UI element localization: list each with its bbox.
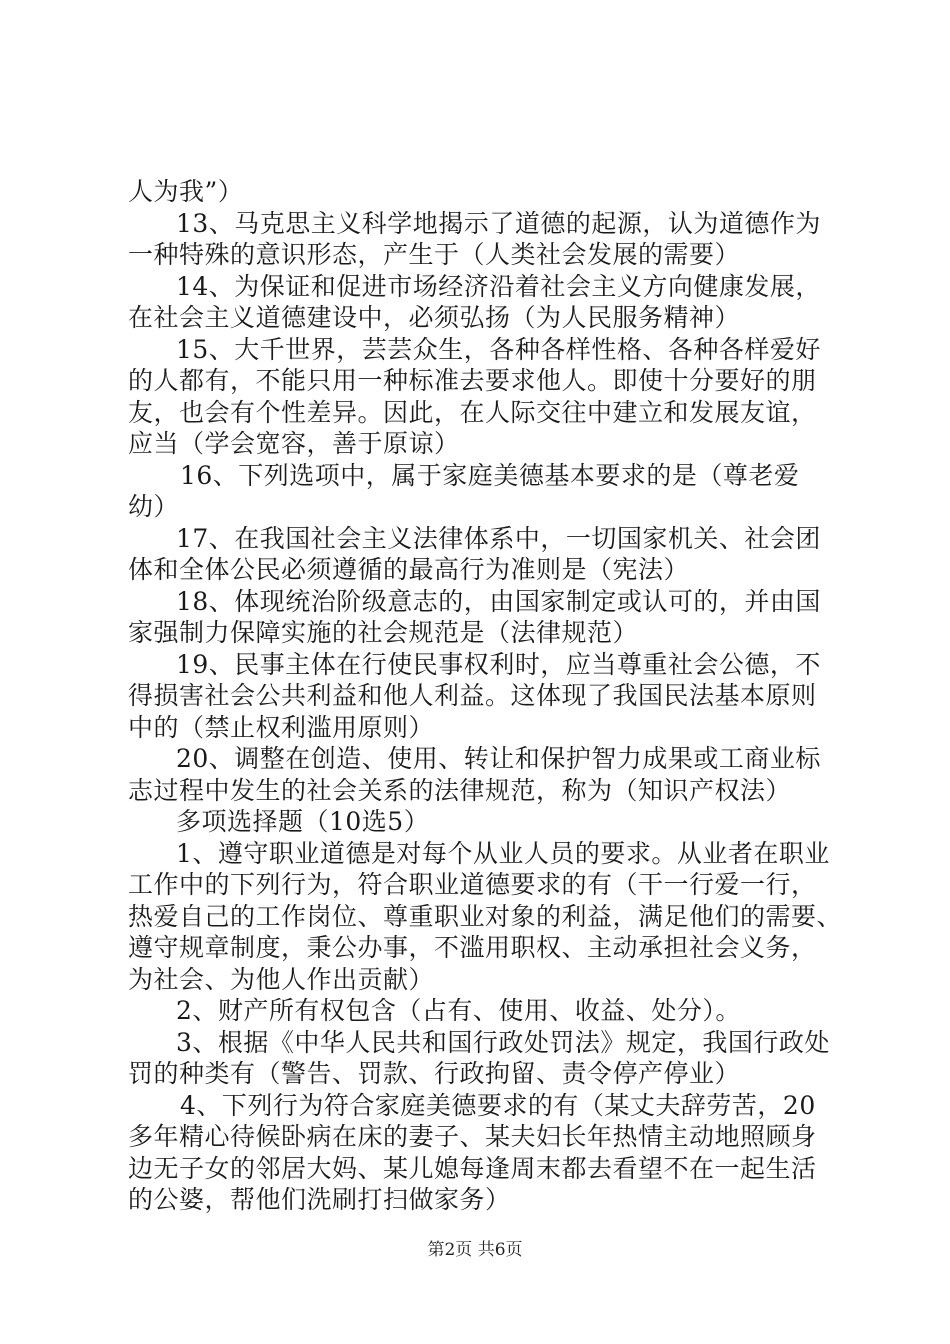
text-line: 中的（禁止权利滥用原则） — [128, 712, 435, 742]
text-line: 17、在我国社会主义法律体系中，一切国家机关、社会团 — [176, 523, 821, 553]
text-line: 2、财产所有权包含（占有、使用、收益、处分）。 — [176, 996, 741, 1025]
section-heading: 多项选择题（10选5） — [176, 807, 430, 836]
text-line: 16、下列选项中，属于家庭美德基本要求的是（尊老爱 — [180, 460, 800, 490]
text-line: 一种特殊的意识形态，产生于（人类社会发展的需要） — [128, 240, 741, 269]
text-line: 得损害社会公共利益和他人利益。这体现了我国民法基本原则 — [128, 681, 817, 710]
text-line: 多年精心待候卧病在床的妻子、某夫妇长年热情主动地照顾身 — [128, 1122, 817, 1151]
text-line: 幼） — [128, 492, 180, 521]
text-line: 13、马克思主义科学地揭示了道德的起源，认为道德作为 — [176, 208, 821, 238]
text-line: 20、调整在创造、使用、转让和保护智力成果或工商业标 — [176, 744, 821, 773]
text-line: 1、遵守职业道德是对每个从业人员的要求。从业者在职业 — [176, 838, 830, 868]
text-line: 友，也会有个性差异。因此，在人际交往中建立和发展友谊， — [128, 397, 817, 427]
text-line: 14、为保证和促进市场经济沿着社会主义方向健康发展， — [176, 271, 821, 301]
text-line: 的人都有，不能只用一种标准去要求他人。即使十分要好的朋 — [128, 366, 817, 395]
text-line: 工作中的下列行为，符合职业道德要求的有（干一行爱一行， — [128, 870, 817, 899]
text-line: 体和全体公民必须遵循的最高行为准则是（宪法） — [128, 555, 690, 584]
text-line: 在社会主义道德建设中，必须弘扬（为人民服务精神） — [128, 303, 741, 332]
text-line: 罚的种类有（警告、罚款、行政拘留、责令停产停业） — [128, 1059, 741, 1088]
text-line: 人为我”） — [128, 177, 244, 206]
text-line: 应当（学会宽容，善于原谅） — [128, 429, 460, 458]
text-line: 边无子女的邻居大妈、某儿媳每逢周末都去看望不在一起生活 — [128, 1153, 817, 1183]
text-line: 为社会、为他人作出贡献） — [128, 964, 435, 994]
text-line: 4、下列行为符合家庭美德要求的有（某丈夫辞劳苦，20 — [180, 1090, 816, 1120]
page-indicator: 第2页 共6页 — [427, 1239, 523, 1260]
text-line: 18、体现统治阶级意志的，由国家制定或认可的，并由国 — [176, 586, 821, 616]
text-line: 3、根据《中华人民共和国行政处罚法》规定，我国行政处 — [176, 1027, 830, 1057]
text-line: 家强制力保障实施的社会规范是（法律规范） — [128, 618, 639, 647]
text-line: 志过程中发生的社会关系的法律规范，称为（知识产权法） — [128, 775, 792, 805]
text-line: 19、民事主体在行使民事权利时，应当尊重社会公德，不 — [176, 649, 821, 679]
text-line: 的公婆，帮他们洗刷打扫做家务） — [128, 1185, 511, 1214]
text-line: 热爱自己的工作岗位、尊重职业对象的利益，满足他们的需要、 — [128, 901, 843, 931]
text-line: 15、大千世界，芸芸众生，各种各样性格、各种各样爱好 — [176, 334, 821, 364]
text-line: 遵守规章制度，秉公办事，不滥用职权、主动承担社会义务， — [128, 933, 817, 962]
